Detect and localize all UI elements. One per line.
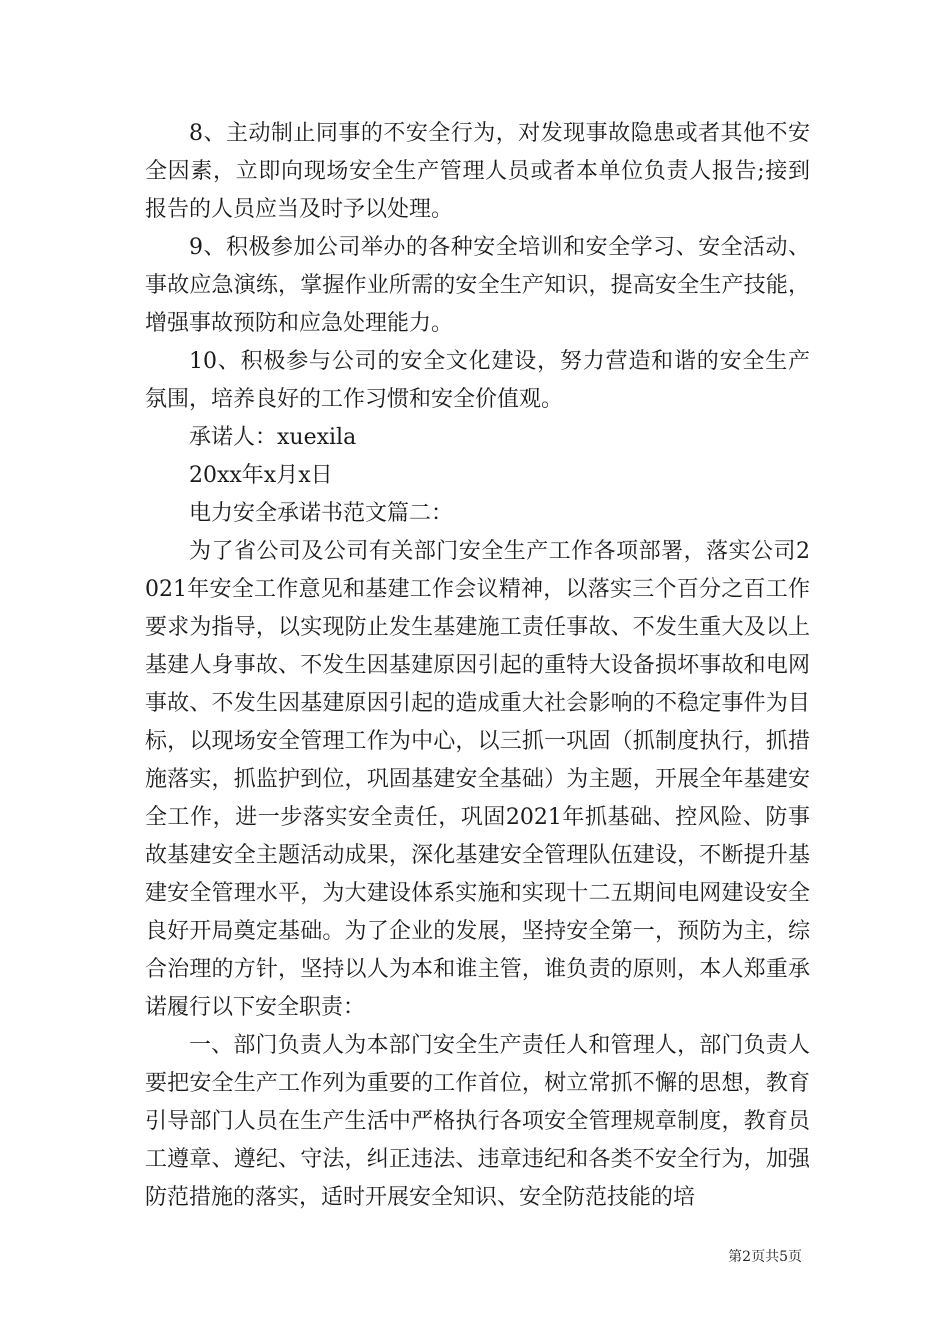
paragraph-item-8: 8、主动制止同事的不安全行为，对发现事故隐患或者其他不安全因素，立即向现场安全生产管理人员或者本单位负责人报告;接到报告的人员应当及时予以处理。 — [145, 121, 810, 222]
intro-paragraph: 为了省公司及公司有关部门安全生产工作各项部署，落实公司2021年安全工作意见和基建工作会议精神，以落实三个百分之百工作要求为指导，以实现防止发生基建施工责任事故、不发生重大及以上基建人身事故、不发生因基建原因引起的重特大设备损坏事故和电网事故、不发生因基建原因引起的造成重大社会影响的不稳定事件为目标，以现场安全管理工作为中心，以三抓一巩固（抓制度执行，抓措施落实，抓监护到位，巩固基建安全基础）为主题，开展全年基建安全工作，进一步落实安全责任，巩固2021年抓基础、控风险、防事故基建安全主题活动成果，深化基建安全管理队伍建设，不断提升基建安全管理水平，为大建设体系实施和实现十二五期间电网建设安全良好开局奠定基础。为了企业的发展，坚持安全第一，预防为主，综合治理的方针，坚持以人为本和谁主管，谁负责的原则，本人郑重承诺履行以下安全职责： — [145, 539, 810, 1020]
document-body — [145, 115, 810, 1217]
paragraph-item-9: 9、积极参加公司举办的各种安全培训和安全学习、安全活动、事故应急演练，掌握作业所需的安全生产知识，提高安全生产技能，增强事故预防和应急处理能力。 — [145, 235, 810, 336]
duty-paragraph-1: 一、部门负责人为本部门安全生产责任人和管理人，部门负责人要把安全生产工作列为重要的工作首位，树立常抓不懈的思想，教育引导部门人员在生产生活中严格执行各项安全管理规章制度，教育员工遵章、遵纪、守法，纠正违法、违章违纪和各类不安全行为，加强防范措施的落实，适时开展安全知识、安全防范技能的培 — [145, 1033, 810, 1210]
page-number: 第2页共5页 — [728, 1249, 802, 1265]
section-title: 电力安全承诺书范文篇二： — [189, 501, 454, 526]
date-line: 20xx年x月x日 — [189, 463, 333, 488]
paragraph-item-10: 10、积极参与公司的安全文化建设，努力营造和谐的安全生产氛围，培养良好的工作习惯和安全价值观。 — [145, 349, 810, 412]
signatory-line: 承诺人：xuexila — [189, 425, 357, 450]
